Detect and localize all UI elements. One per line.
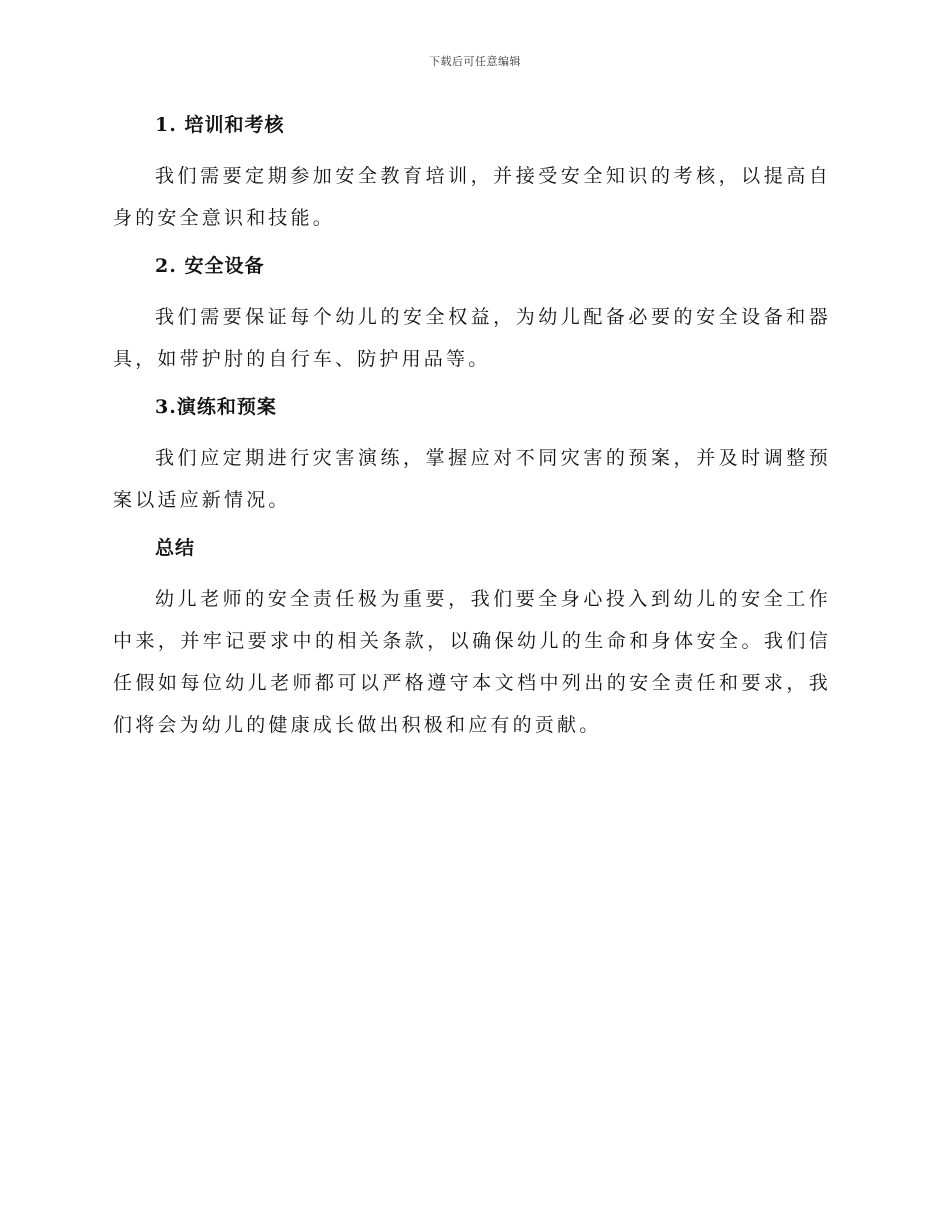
section-paragraph: 幼儿老师的安全责任极为重要，我们要全身心投入到幼儿的安全工作中来，并牢记要求中的相关条款，以确保幼儿的生命和身体安全。我们信任假如每位幼儿老师都可以严格遵守本文档中列出的安全责任和要求，我们将会为幼儿的健康成长做出积极和应有的贡献。 (113, 588, 831, 736)
section-heading: 总结 (155, 537, 196, 559)
section-paragraph: 我们需要保证每个幼儿的安全权益，为幼儿配备必要的安全设备和器具，如带护肘的自行车、防护用品等。 (113, 306, 831, 370)
document-body (113, 110, 831, 758)
section-summary (113, 533, 831, 746)
section-safety-equipment (113, 251, 831, 380)
page-header-note: 下载后可任意编辑 (429, 55, 521, 68)
section-paragraph: 我们需要定期参加安全教育培训，并接受安全知识的考核，以提高自身的安全意识和技能。 (113, 165, 831, 229)
section-drills (113, 392, 831, 521)
section-heading: 2. 安全设备 (155, 255, 265, 277)
section-heading: 1. 培训和考核 (155, 114, 285, 136)
section-training (113, 110, 831, 239)
section-paragraph: 我们应定期进行灾害演练，掌握应对不同灾害的预案，并及时调整预案以适应新情况。 (113, 447, 831, 511)
section-heading: 3.演练和预案 (155, 396, 277, 418)
